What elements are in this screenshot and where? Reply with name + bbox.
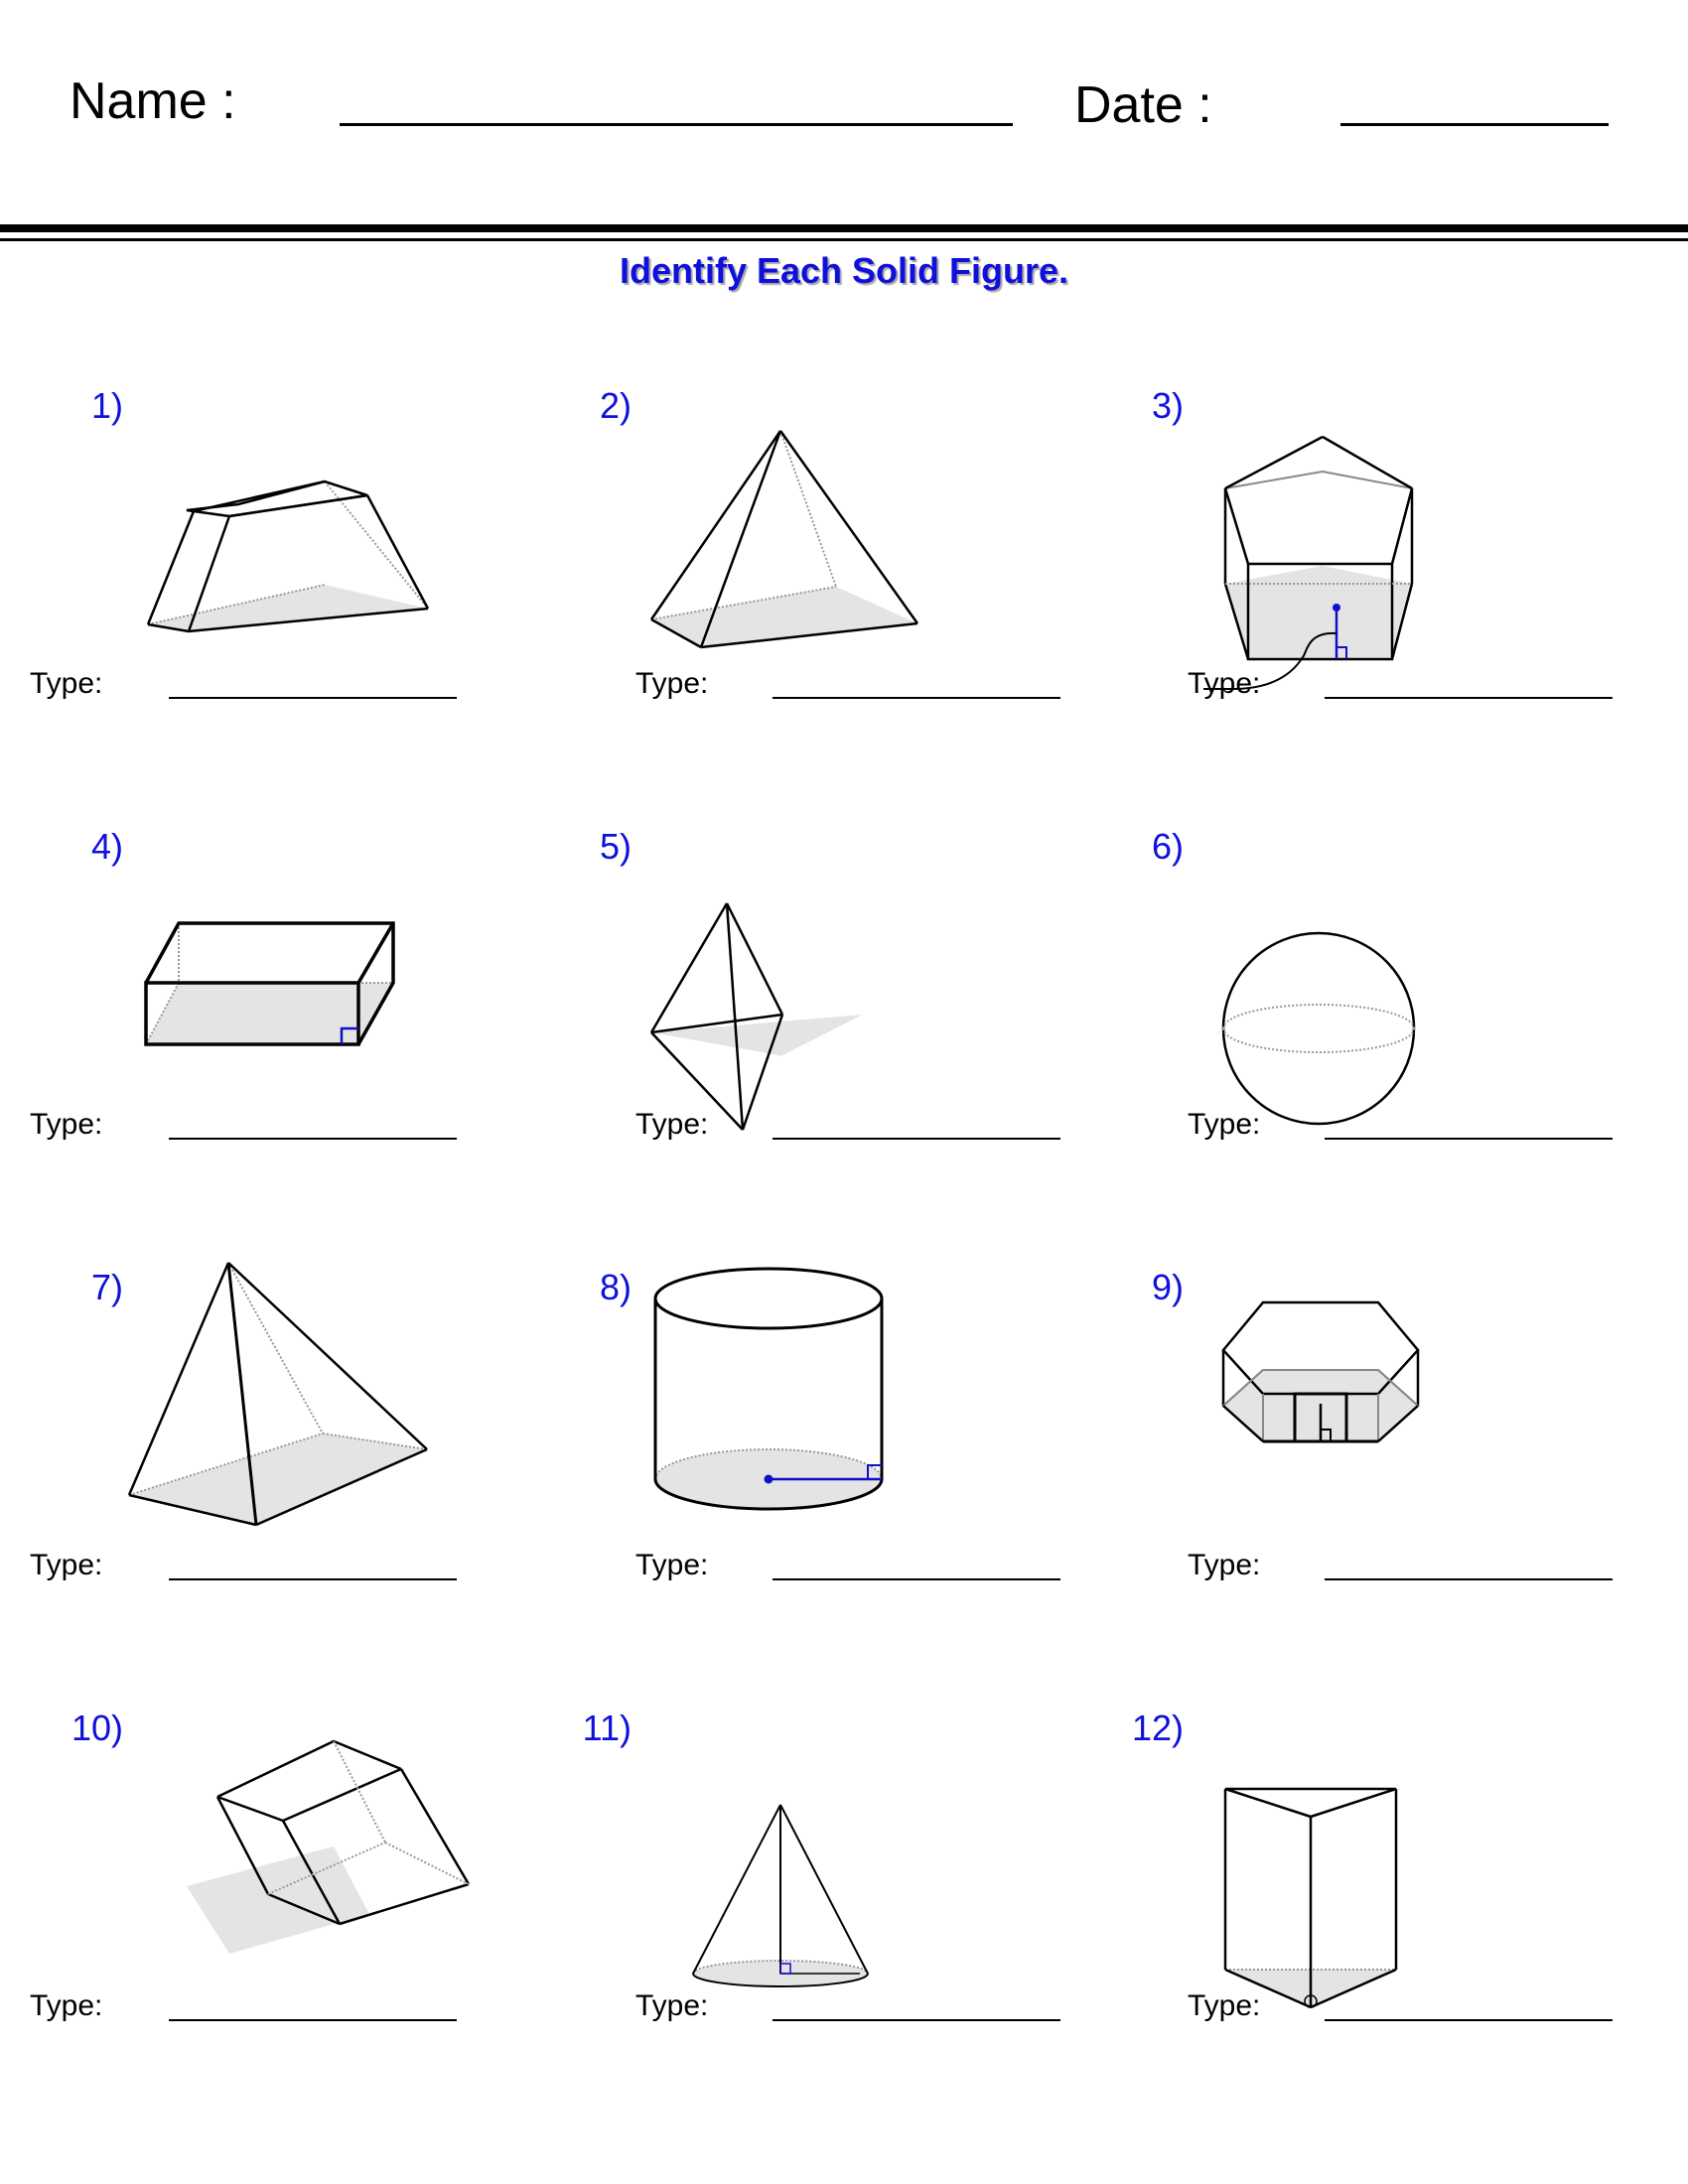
type-answer-line[interactable]	[773, 1578, 1060, 1580]
problem-number: 6)	[1151, 826, 1184, 867]
problem-number: 4)	[90, 826, 123, 867]
rhombohedron-figure	[99, 1747, 477, 1985]
triangular-prism-figure	[1203, 1747, 1581, 1985]
date-answer-line[interactable]	[1340, 123, 1609, 126]
type-answer-line[interactable]	[169, 697, 457, 699]
problem-number: 3)	[1151, 385, 1184, 426]
type-label: Type:	[1188, 1549, 1261, 1581]
problem-number: 7)	[90, 1267, 123, 1307]
cylinder-figure	[651, 1306, 1029, 1545]
hexagonal-prism-figure	[1203, 1306, 1581, 1545]
type-answer-line[interactable]	[773, 2019, 1060, 2021]
problem-4	[0, 826, 552, 1203]
type-answer-line[interactable]	[169, 1138, 457, 1140]
type-label: Type:	[1188, 1108, 1261, 1141]
rectangular-pyramid-figure	[651, 425, 1029, 663]
type-answer-line[interactable]	[773, 1138, 1060, 1140]
problem-number: 12)	[1131, 1707, 1184, 1748]
sphere-figure	[1203, 866, 1581, 1104]
problem-number: 9)	[1151, 1267, 1184, 1307]
pentagonal-prism-figure	[1203, 425, 1581, 663]
type-label: Type:	[635, 1989, 709, 2022]
problem-number: 11)	[582, 1707, 632, 1748]
problem-number: 8)	[599, 1267, 632, 1307]
triangular-pyramid-figure	[651, 866, 1029, 1104]
problem-8	[552, 1267, 1104, 1644]
type-label: Type:	[30, 667, 103, 700]
square-pyramid-figure	[99, 1306, 477, 1545]
type-label: Type:	[635, 667, 709, 700]
problem-6	[1104, 826, 1656, 1203]
problem-2	[552, 385, 1104, 762]
type-answer-line[interactable]	[1325, 1138, 1613, 1140]
header-rule-thick	[0, 224, 1688, 232]
problem-9	[1104, 1267, 1656, 1644]
type-label: Type:	[30, 1989, 103, 2022]
type-answer-line[interactable]	[169, 2019, 457, 2021]
problem-1	[0, 385, 552, 762]
problem-5	[552, 826, 1104, 1203]
header-rule-thin	[0, 238, 1688, 241]
problem-11	[552, 1707, 1104, 2085]
name-answer-line[interactable]	[340, 123, 1013, 126]
type-answer-line[interactable]	[773, 697, 1060, 699]
problem-12	[1104, 1707, 1656, 2085]
type-answer-line[interactable]	[169, 1578, 457, 1580]
problem-10	[0, 1707, 552, 2085]
problem-3	[1104, 385, 1656, 762]
type-label: Type:	[635, 1549, 709, 1581]
rectangular-prism-figure	[99, 866, 477, 1104]
type-answer-line[interactable]	[1325, 1578, 1613, 1580]
type-label: Type:	[30, 1549, 103, 1581]
type-label: Type:	[1188, 667, 1261, 700]
problem-number: 5)	[599, 826, 632, 867]
type-answer-line[interactable]	[1325, 697, 1613, 699]
worksheet-title: Identify Each Solid Figure.	[619, 250, 1069, 291]
type-label: Type:	[30, 1108, 103, 1141]
problem-number: 2)	[599, 385, 632, 426]
type-label: Type:	[635, 1108, 709, 1141]
trapezoidal-prism-figure	[99, 425, 477, 663]
problem-number: 10)	[70, 1707, 123, 1748]
type-label: Type:	[1188, 1989, 1261, 2022]
name-label: Name :	[70, 72, 236, 130]
type-answer-line[interactable]	[1325, 2019, 1613, 2021]
problem-number: 1)	[90, 385, 123, 426]
problem-7	[0, 1267, 552, 1644]
cone-figure	[651, 1747, 1029, 1985]
date-label: Date :	[1074, 76, 1212, 134]
